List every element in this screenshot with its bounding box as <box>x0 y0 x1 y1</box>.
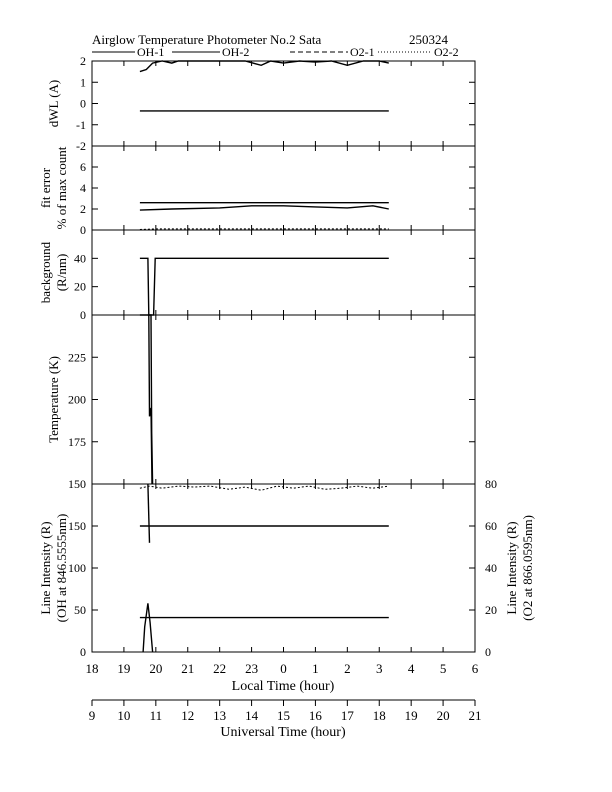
series-bg-oh-1 <box>140 258 389 315</box>
ytick-label-dwl: 1 <box>80 75 86 90</box>
ytick-label-int: 50 <box>74 603 86 617</box>
xtick-label-ut: 12 <box>181 708 195 723</box>
ytick-label-fit: 2 <box>80 202 86 216</box>
ytick-label-dwl: 2 <box>80 54 86 68</box>
xtick-label-ut: 10 <box>117 708 131 723</box>
y2tick-label-int: 20 <box>485 603 497 617</box>
xlabel-ut: Universal Time (hour) <box>220 725 346 740</box>
ytick-label-temp: 150 <box>68 477 86 491</box>
xtick-label-local: 0 <box>280 661 287 676</box>
y2label2-int: (O2 at 866.0595nm) <box>520 515 535 621</box>
xtick-label-ut: 11 <box>149 708 163 723</box>
legend-label-o22: O2-2 <box>434 45 459 59</box>
ylabel2-bg: (R/nm) <box>54 253 69 292</box>
xtick-label-ut: 21 <box>468 708 482 723</box>
panel-frame-dwl <box>92 61 475 146</box>
y2label-int: Line Intensity (R) <box>504 521 519 615</box>
ytick-label-bg: 20 <box>74 279 86 294</box>
xtick-label-local: 4 <box>407 661 415 676</box>
xtick-label-ut: 13 <box>213 708 227 723</box>
ytick-label-temp: 175 <box>68 434 86 449</box>
series-fit-oh-2 <box>140 206 389 210</box>
y2tick-label-int: 60 <box>485 519 497 533</box>
ylabel-fit: fit error <box>38 167 53 209</box>
ytick-label-temp: 225 <box>68 350 86 365</box>
series-dwl-oh-1 <box>140 61 389 72</box>
xtick-label-local: 18 <box>85 661 99 676</box>
series-fit-o2-2 <box>140 229 389 230</box>
xtick-label-ut: 15 <box>277 708 290 723</box>
ytick-label-dwl: -1 <box>76 117 86 132</box>
ylabel-bg: background <box>38 241 53 304</box>
xtick-label-local: 23 <box>245 661 259 676</box>
ytick-label-int: 0 <box>80 645 86 659</box>
xtick-label-local: 2 <box>344 661 351 676</box>
xtick-label-ut: 20 <box>436 708 450 723</box>
xtick-label-ut: 14 <box>245 708 259 723</box>
panel-frame-int <box>92 484 475 652</box>
panel-frame-bg <box>92 230 475 315</box>
ylabel-dwl: dWL (A) <box>46 79 61 128</box>
ytick-label-bg: 40 <box>74 251 86 266</box>
ytick-label-bg: 0 <box>80 308 86 322</box>
chart-date: 250324 <box>409 32 448 47</box>
legend-label-oh2: OH-2 <box>222 45 250 59</box>
y2tick-label-int: 80 <box>485 477 497 491</box>
xlabel-local: Local Time (hour) <box>231 679 335 694</box>
xtick-label-local: 22 <box>213 661 227 676</box>
series-int-o2-1 <box>143 603 153 652</box>
panel-frame-fit <box>92 146 475 230</box>
xtick-label-ut: 9 <box>88 708 96 723</box>
chart-title: Airglow Temperature Photometer No.2 Sata <box>92 32 322 47</box>
ytick-label-temp: 200 <box>68 392 86 407</box>
ytick-label-int: 150 <box>68 519 86 533</box>
xtick-label-ut: 18 <box>372 708 386 723</box>
ytick-label-dwl: 0 <box>80 96 86 111</box>
xtick-label-local: 21 <box>181 661 195 676</box>
ylabel2-int: (OH at 846.5555nm) <box>54 513 69 623</box>
ytick-label-int: 100 <box>68 561 86 575</box>
ytick-label-fit: 4 <box>80 181 86 195</box>
ylabel2-fit: % of max count <box>54 146 69 230</box>
xtick-label-local: 5 <box>439 661 447 676</box>
ylabel-temp: Temperature (K) <box>46 356 61 443</box>
ylabel-int: Line Intensity (R) <box>38 521 53 615</box>
ytick-label-fit: 0 <box>80 223 86 237</box>
xtick-label-ut: 16 <box>308 708 322 723</box>
xtick-label-local: 1 <box>312 661 319 676</box>
ytick-label-fit: 6 <box>80 160 86 174</box>
xtick-label-local: 3 <box>376 661 383 676</box>
y2tick-label-int: 0 <box>485 645 491 659</box>
ytick-label-dwl: -2 <box>76 139 86 153</box>
xtick-label-ut: 17 <box>340 708 354 723</box>
legend-label-o21: O2-1 <box>350 45 375 59</box>
series-temp-oh-1 <box>140 315 152 484</box>
y2tick-label-int: 40 <box>485 561 497 575</box>
xtick-label-local: 20 <box>149 661 163 676</box>
series-int-o2-2 <box>140 486 389 490</box>
xtick-label-local: 6 <box>471 661 479 676</box>
xtick-label-ut: 19 <box>404 708 418 723</box>
legend-label-oh1: OH-1 <box>137 45 165 59</box>
series-int-spike <box>148 484 150 543</box>
xtick-label-local: 19 <box>117 661 131 676</box>
